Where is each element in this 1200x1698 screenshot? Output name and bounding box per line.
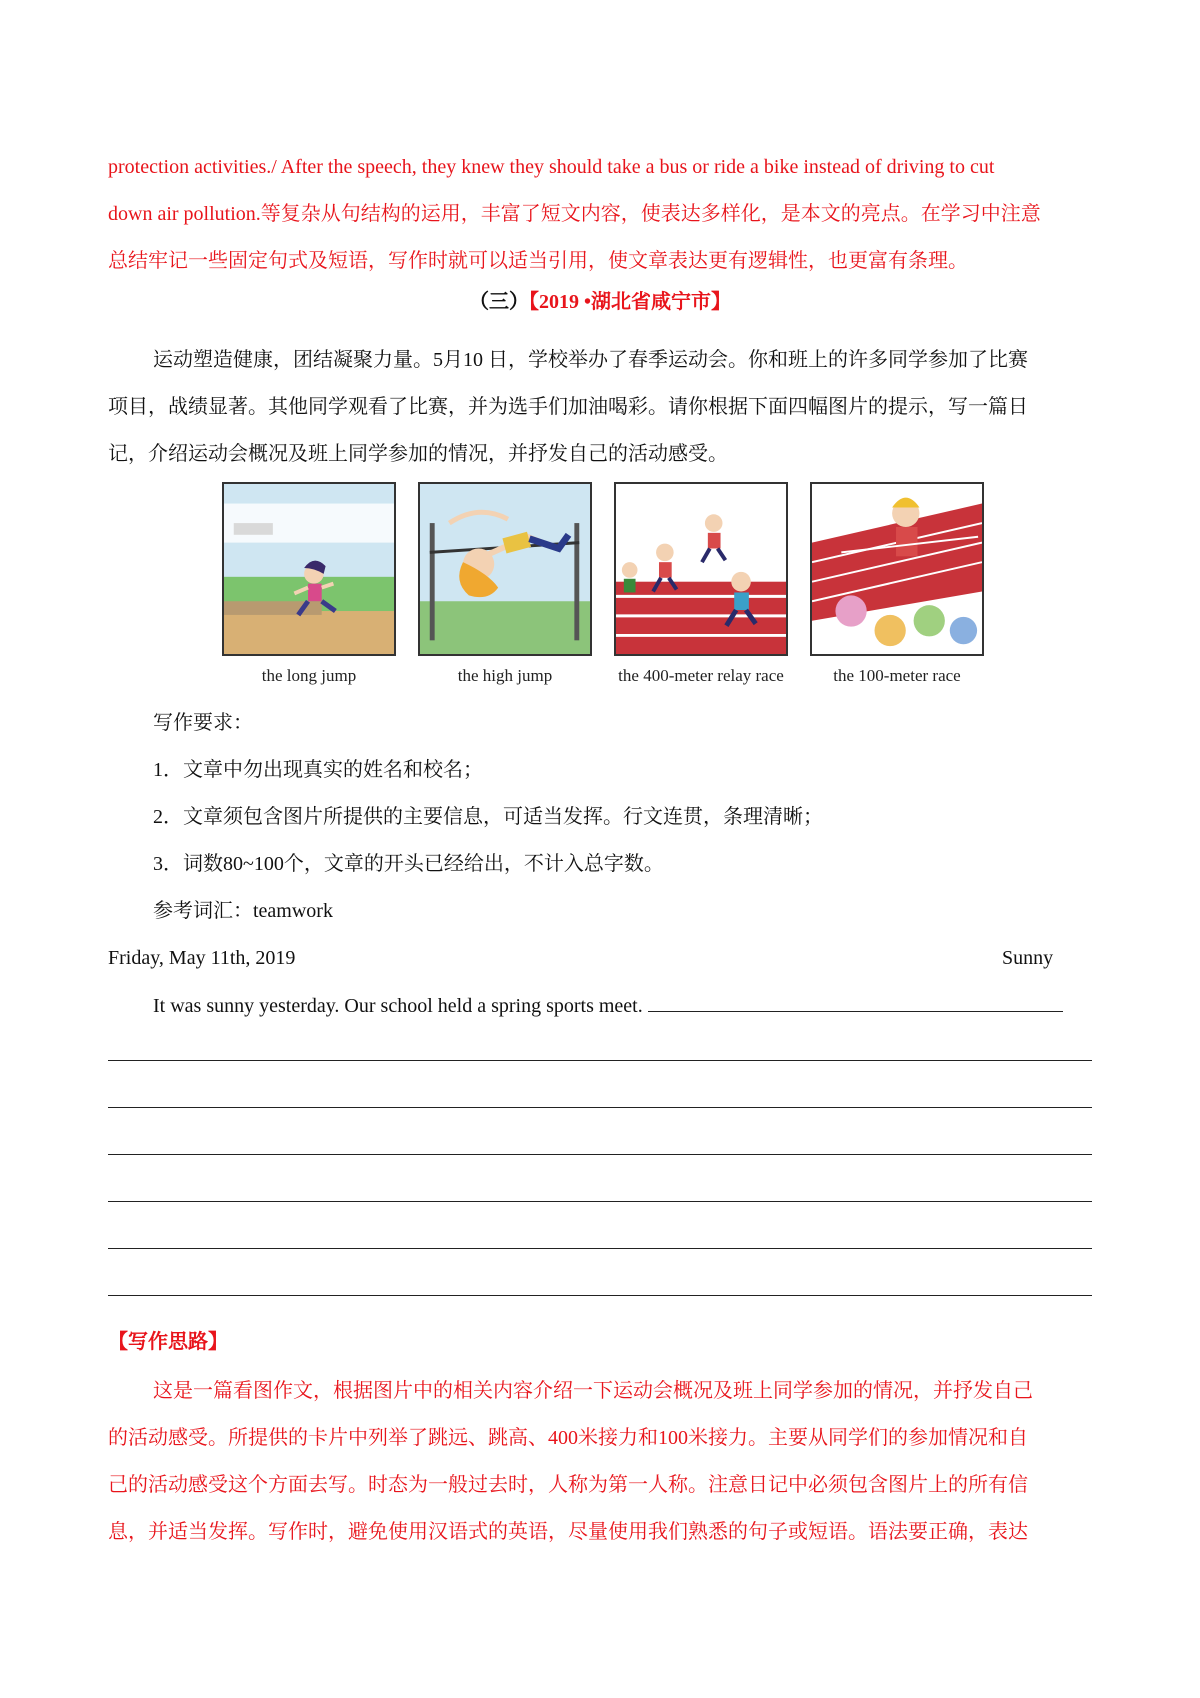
writing-idea-line: 己的活动感受这个方面去写。时态为一般过去时，人称为第一人称。注意日记中必须包含图片上的所有信 <box>108 1474 1028 1496</box>
prompt-paragraph <box>108 337 1100 478</box>
section-source: 【2019 •湖北省咸宁市】 <box>528 291 731 313</box>
writing-line[interactable] <box>108 1248 1092 1249</box>
diary-weather: Sunny <box>1002 947 1054 969</box>
diary-opening-line <box>153 991 1063 1020</box>
high-jump-illustration <box>418 482 592 656</box>
requirements-title: 写作要求： <box>153 712 253 734</box>
analysis-line: protection activities./ After the speech, they knew they should take a bus or ride a bike instead of driving to cut <box>108 156 995 178</box>
writing-idea-line: 的活动感受。所提供的卡片中列举了跳远、跳高、400米接力和100米接力。主要从同学们的参加情况和自 <box>108 1427 1028 1449</box>
picture-caption: the long jump <box>261 666 357 685</box>
long-jump-illustration <box>222 482 396 656</box>
section-heading <box>0 285 1200 314</box>
relay-race-illustration <box>614 482 788 656</box>
prompt-line: 项目，战绩显著。其他同学观看了比赛，并为选手们加油喝彩。请你根据下面四幅图片的提示，写一篇日 <box>108 396 1028 418</box>
analysis-line: down air pollution.等复杂从句结构的运用，丰富了短文内容，使表达多样化，是本文的亮点。在学习中注意 <box>108 203 1041 225</box>
writing-line[interactable] <box>108 1060 1092 1061</box>
section-number: （三） <box>468 291 529 313</box>
analysis-line: 总结牢记一些固定句式及短语，写作时就可以适当引用，使文章表达更有逻辑性，也更富有条理。 <box>108 250 968 272</box>
picture-caption: the 100-meter race <box>833 666 961 685</box>
requirement-item: 2．文章须包含图片所提供的主要信息，可适当发挥。行文连贯，条理清晰； <box>153 806 823 828</box>
writing-blank[interactable] <box>648 991 1063 1012</box>
requirement-item: 3．词数80~100个，文章的开头已经给出，不计入总字数。 <box>153 853 664 875</box>
diary-date: Friday, May 11th, 2019 <box>108 947 296 969</box>
prompt-line: 记，介绍运动会概况及班上同学参加的情况，并抒发自己的活动感受。 <box>108 443 728 465</box>
sprint-race-illustration <box>810 482 984 656</box>
reference-vocab: 参考词汇：teamwork <box>153 900 333 922</box>
writing-line[interactable] <box>108 1295 1092 1296</box>
diary-opening: It was sunny yesterday. Our school held a spring sports meet. <box>153 995 648 1017</box>
picture-caption: the high jump <box>457 666 553 685</box>
picture-strip <box>222 482 992 692</box>
writing-line[interactable] <box>108 1154 1092 1155</box>
writing-idea-line: 这是一篇看图作文，根据图片中的相关内容介绍一下运动会概况及班上同学参加的情况，并抒发自己 <box>153 1380 1033 1402</box>
writing-idea-title: 【写作思路】 <box>108 1329 228 1353</box>
writing-idea-line: 息，并适当发挥。写作时，避免使用汉语式的英语，尽量使用我们熟悉的句子或短语。语法要正确，表达 <box>108 1521 1028 1543</box>
writing-line[interactable] <box>108 1201 1092 1202</box>
prompt-line: 运动塑造健康，团结凝聚力量。5月10 日，学校举办了春季运动会。你和班上的许多同学参加了比赛 <box>153 349 1028 371</box>
analysis-paragraph <box>108 144 1100 285</box>
writing-line[interactable] <box>108 1107 1092 1108</box>
picture-caption: the 400-meter relay race <box>618 666 784 685</box>
writing-idea-paragraph <box>108 1368 1100 1556</box>
requirement-item: 1．文章中勿出现真实的姓名和校名； <box>153 759 483 781</box>
